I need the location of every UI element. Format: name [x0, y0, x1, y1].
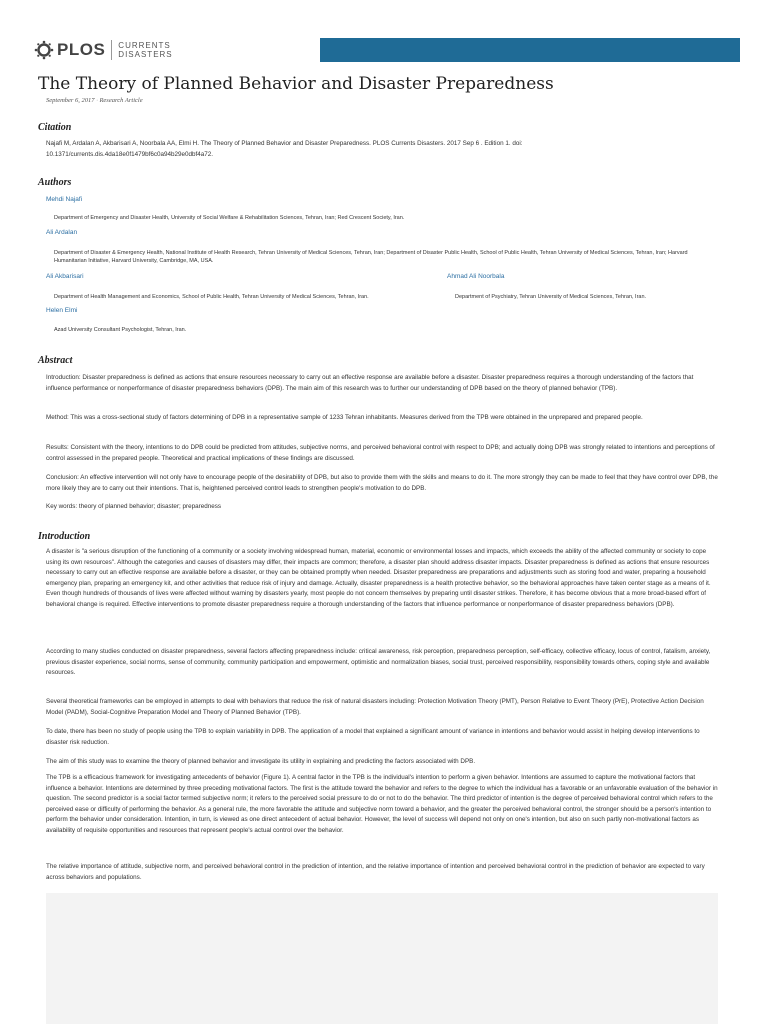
- author-affiliation: Department of Health Management and Economics, School of Public Health, Tehran University of Medical Sciences, Tehran, Iran.: [54, 294, 369, 300]
- authors-heading: Authors: [38, 177, 72, 188]
- logo-divider: [111, 40, 112, 60]
- site-header: [0, 0, 768, 70]
- author-name[interactable]: Mehdi Najafi: [46, 196, 83, 203]
- plos-currents-logo[interactable]: [34, 40, 173, 60]
- header-banner: [320, 38, 740, 62]
- article-date: September 6, 2017: [46, 97, 95, 104]
- intro-paragraph-1: A disaster is "a serious disruption of the functioning of a community or a society involving widespread human, material, economic or environmental losses and impacts, which exceeds the ability of the affected community or society to cope using its own resources". Although the categories and causes of disasters may differ, their impacts are common; therefore, a disaster plan should address disaster impacts. Disaster preparedness is defined as actions that ensure resources necessary to carry out an effective response are available before a disaster, or they can be obtained promptly when needed. Disaster preparedness are preparations and adjustments such as storing food and water, preparing a household emergency plan, preparing an emergency kit, and other activities that reduce risk of injury and damage. Actually, disaster preparedness is a health protective behavior, so the behavioral approaches have taken center stage as a means of it. Even though hundreds of thousands of lives were affected without warning by disasters yearly, most people do not concern themselves by preparing until disaster strikes. Therefore, it has become obvious that a more broad-based effort of behavioral change is required. Effective interventions to promote disaster preparedness require a thorough understanding of the factors that influence performance or nonperformance of disaster preparedness behaviors (DPB).: [46, 548, 711, 608]
- citation-line1: Najafi M, Ardalan A, Akbarisari A, Noorbala AA, Elmi H. The Theory of Planned Behavior and Disaster Preparedness. PLOS Currents Disasters. 2017 Sep 6 . Edition 1. doi:: [46, 140, 523, 147]
- citation-heading: Citation: [38, 122, 72, 133]
- abstract-heading: Abstract: [38, 355, 73, 366]
- author-affiliation: Azad University Consultant Psychologist, Tehran, Iran.: [54, 327, 187, 333]
- intro-paragraph-4: To date, there has been no study of people using the TPB to explain variability in DPB. The application of a model that explained a significant amount of variance in intentions and behavior would assist in helping develop interventions to disaster risk reduction.: [46, 728, 700, 746]
- abstract-results: Results: Consistent with the theory, intentions to do DPB could be predicted from attitudes, subjective norms, and perceived behavioral control with respect to DPB; and actually doing DPB was strongly related to intentions and perceptions of control assessed in the prepared people. Theoretical and practical implications of these findings are discussed.: [46, 444, 715, 462]
- figure-placeholder[interactable]: [46, 893, 718, 1024]
- intro-paragraph-6: The TPB is a efficacious framework for investigating antecedents of behavior (Figure 1). A central factor in the TPB is the individual's intention to perform a given behavior. Intentions are assumed to capture the motivational factors that influence a behavior. Intentions are determined by three preceding motivational factors. The first is the attitude toward the behavior and refers to the degree to which the individual has a favorable or an unfavorable evaluation of the behavior in question. The second predictor is a social factor termed subjective norm; it refers to the perceived social pressure to do or not to do the behavior. The third predictor of intention is the degree of perceived behavioral control which refers to the perceived ease or difficulty of performing the behavior. As a general rule, the more favorable the attitude and subjective norm toward a behavior, and the greater the perceived behavioral control, the stronger should be a person's intention to perform the behavior under consideration. Intention, in turn, is viewed as one direct antecedent of actual behavior. However, the level of success will depend not only on one's intention, but also on such partly non-motivational factors as availability of requisite opportunities and resources that represent people's actual control over the behavior.: [46, 774, 718, 834]
- introduction-heading: Introduction: [38, 531, 91, 542]
- intro-paragraph-7: The relative importance of attitude, subjective norm, and perceived behavioral control in the prediction of intention, and the relative importance of intention and perceived behavioral control in the prediction of behavior are expected to vary across behaviors and populations.: [46, 863, 705, 881]
- article-title: The Theory of Planned Behavior and Disaster Preparedness: [38, 74, 554, 94]
- abstract-conclusion: Conclusion: An effective intervention will not only have to encourage people of the desirability of DPB, but also to provide them with the skills and means to do it. The more strongly they can be made to feel that they have control over DPB, the more likely they are to carry out their intentions. That is, heightened perceived control leads to strengthen people's motivation to do DPB.: [46, 474, 718, 492]
- author-name[interactable]: Ahmad Ali Noorbala: [447, 273, 505, 280]
- article-type: Research Article: [99, 97, 143, 104]
- author-affiliation: Department of Disaster & Emergency Health, National Institute of Health Research, Tehran University of Medical Sciences, Tehran, Iran; Department of Disaster Public Health, School of Public Health, Tehran University of Medical Sciences, Tehran, Iran; Harvard Humanitarian Initiative, Harvard University, Cambridge, MA, USA.: [54, 250, 688, 264]
- author-name[interactable]: Helen Elmi: [46, 307, 78, 314]
- logo-brand: PLOS: [57, 40, 106, 59]
- plos-logo-icon: [34, 40, 54, 60]
- abstract-introduction: Introduction: Disaster preparedness is defined as actions that ensure resources necessary to carry out an effective response are available before a disaster. Disaster preparedness requires a thorough understanding of the factors that influence performance or nonperformance of disaster preparedness behaviors (DPB). The main aim of this research was to further our understanding of DPB based on the theory of planned behavior (TPB).: [46, 374, 694, 392]
- intro-paragraph-2: According to many studies conducted on disaster preparedness, several factors affecting preparedness include: critical awareness, risk perception, preparedness perception, self-efficacy, collective efficacy, locus of control, fatalism, anxiety, previous disaster experience, social norms, sense of community, community participation and empowerment, optimistic and normalization biases, social trust, perceived responsibility, responsibility towards others, coping style and available resources.: [46, 648, 711, 676]
- logo-subtitle: [118, 41, 172, 59]
- article-meta: September 6, 2017 · Research Article: [46, 97, 143, 104]
- author-affiliation: Department of Emergency and Disaster Health, University of Social Welfare & Rehabilitation Sciences, Tehran, Iran; Red Crescent Society, Iran.: [54, 215, 405, 221]
- author-name[interactable]: Ali Ardalan: [46, 229, 78, 236]
- author-affiliation: Department of Psychiatry, Tehran University of Medical Sciences, Tehran, Iran.: [455, 294, 647, 300]
- logo-sub-disasters: DISASTERS: [118, 50, 173, 59]
- citation-doi: 10.1371/currents.dis.4da18e0f1479bf6c0a94b29e0dbf4a72.: [46, 150, 214, 158]
- citation-text: [46, 139, 718, 160]
- logo-sub-currents: CURRENTS: [118, 41, 171, 50]
- intro-paragraph-5: The aim of this study was to examine the theory of planned behavior and investigate its utility in explaining and predicting the factors associated with DPB.: [46, 758, 476, 765]
- abstract-method: Method: This was a cross-sectional study of factors determining of DPB in a representative sample of 1233 Tehran inhabitants. Measures derived from the TPB were obtained in the unprepared and prepared people.: [46, 414, 643, 421]
- author-name[interactable]: Ali Akbarisari: [46, 273, 84, 280]
- abstract-keywords: Key words: theory of planned behavior; disaster; preparedness: [46, 503, 222, 510]
- intro-paragraph-3: Several theoretical frameworks can be employed in attempts to deal with behaviors that reduce the risk of natural disasters including: Protection Motivation Theory (PMT), Person Relative to Event Theory (PrE), Protective Action Decision Model (PADM), Social-Cognitive Preparation Model and Theory of Planned Behavior (TPB).: [46, 698, 704, 716]
